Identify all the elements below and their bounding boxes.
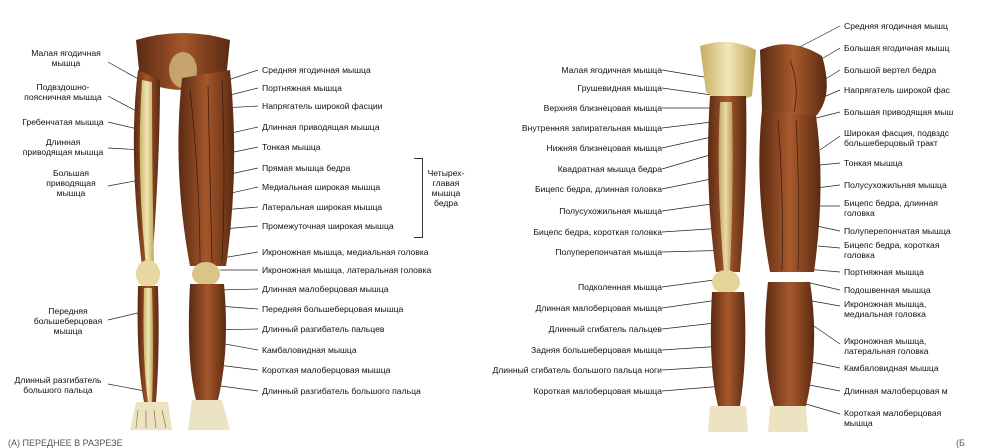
label-front-right-5: Тонкая мышца xyxy=(262,142,321,152)
label-back-right-4: Напрягатель широкой фас xyxy=(844,85,950,95)
label-back-right-8: Полусухожильная мышца xyxy=(844,180,947,190)
label-front-right-7: Медиальная широкая мышца xyxy=(262,182,381,192)
label-back-right-13: Подошвенная мышца xyxy=(844,285,931,295)
label-back-left-2: Грушевидная мышца xyxy=(577,83,662,93)
label-front-right-16: Короткая малоберцовая мышца xyxy=(262,365,391,375)
label-back-left-4: Внутренняя запирательная мышца xyxy=(521,123,662,133)
back-legs-illustration xyxy=(690,36,840,436)
label-back-right-11: Бицепс бедра, короткая головка xyxy=(844,240,940,260)
label-front-right-17: Длинный разгибатель большого пальца xyxy=(262,386,421,396)
label-back-left-3: Верхняя близнецовая мышца xyxy=(543,103,662,113)
bottom-caption-right: (Б xyxy=(956,438,965,448)
label-front-right-15: Камбаловидная мышца xyxy=(262,345,357,355)
label-back-right-10: Полуперепончатая мышца xyxy=(844,226,951,236)
label-back-right-12: Портняжная мышца xyxy=(844,267,924,277)
label-back-left-16: Короткая малоберцовая мышца xyxy=(533,386,662,396)
quadriceps-label: Четырех- главая мышца бедра xyxy=(427,168,465,208)
label-back-right-16: Камбаловидная мышца xyxy=(844,363,939,373)
label-back-right-9: Бицепс бедра, длинная головка xyxy=(844,198,938,218)
label-front-left-4: Длинная приводящая мышца xyxy=(22,137,104,157)
label-back-left-5: Нижняя близнецовая мышца xyxy=(546,143,662,153)
label-front-left-3: Гребенчатая мышца xyxy=(22,117,104,127)
label-back-left-8: Полусухожильная мышца xyxy=(559,206,662,216)
bottom-caption-left: (А) ПЕРЕДНЕЕ В РАЗРЕЗЕ xyxy=(8,438,123,448)
label-front-left-6: Передняя большеберцовая мышца xyxy=(33,306,103,336)
label-back-right-18: Короткая малоберцовая мышца xyxy=(844,408,942,428)
label-front-right-10: Икроножная мышца, медиальная головка xyxy=(262,247,429,257)
label-front-left-7: Длинный разгибатель большого пальца xyxy=(14,375,102,395)
label-back-right-7: Тонкая мышца xyxy=(844,158,903,168)
label-front-right-9: Промежуточная широкая мышца xyxy=(262,221,394,231)
label-back-right-15: Икроножная мышца, латеральная головка xyxy=(844,336,929,356)
label-front-right-8: Латеральная широкая мышца xyxy=(262,202,383,212)
label-front-right-14: Длинный разгибатель пальцев xyxy=(262,324,385,334)
label-back-left-15: Длинный сгибатель большого пальца ноги xyxy=(492,365,662,375)
label-front-left-2: Подвздошно- поясничная мышца xyxy=(24,82,102,102)
label-back-left-13: Длинный сгибатель пальцев xyxy=(548,324,662,334)
label-back-left-14: Задняя большеберцовая мышца xyxy=(531,345,662,355)
label-front-right-13: Передняя большеберцовая мышца xyxy=(262,304,404,314)
label-back-right-5: Большая приводящая мыш xyxy=(844,107,954,117)
label-back-right-14: Икроножная мышца, медиальная головка xyxy=(844,299,927,319)
label-back-right-6: Широкая фасция, подвздс большеберцовый тракт xyxy=(844,128,950,148)
label-front-right-4: Длинная приводящая мышца xyxy=(262,122,380,132)
label-back-right-2: Большая ягодичная мышц xyxy=(844,43,950,53)
label-back-right-17: Длинная малоберцовая м xyxy=(844,386,948,396)
label-back-left-7: Бицепс бедра, длинная головка xyxy=(534,184,662,194)
label-back-right-1: Средняя ягодичная мышц xyxy=(844,21,948,31)
label-front-right-12: Длинная малоберцовая мышца xyxy=(262,284,389,294)
front-legs-illustration xyxy=(108,30,258,446)
label-back-left-10: Полуперепончатая мышца xyxy=(555,247,662,257)
label-front-right-6: Прямая мышца бедра xyxy=(262,163,351,173)
quadriceps-bracket xyxy=(414,158,423,238)
label-back-right-3: Большой вертел бедра xyxy=(844,65,937,75)
label-back-left-9: Бицепс бедра, короткая головка xyxy=(533,227,662,237)
label-back-left-11: Подколенная мышца xyxy=(577,282,662,292)
label-front-left-1: Малая ягодичная мышца xyxy=(31,48,101,68)
label-back-left-1: Малая ягодичная мышца xyxy=(561,65,662,75)
label-back-left-6: Квадратная мышца бедра xyxy=(557,164,662,174)
label-front-right-3: Напрягатель широкой фасции xyxy=(262,101,383,111)
label-front-right-11: Икроножная мышца, латеральная головка xyxy=(262,265,432,275)
label-front-right-2: Портняжная мышца xyxy=(262,83,342,93)
label-front-right-1: Средняя ягодичная мышца xyxy=(262,65,371,75)
label-front-left-5: Большая приводящая мышца xyxy=(46,168,96,198)
label-back-left-12: Длинная малоберцовая мышца xyxy=(535,303,662,313)
